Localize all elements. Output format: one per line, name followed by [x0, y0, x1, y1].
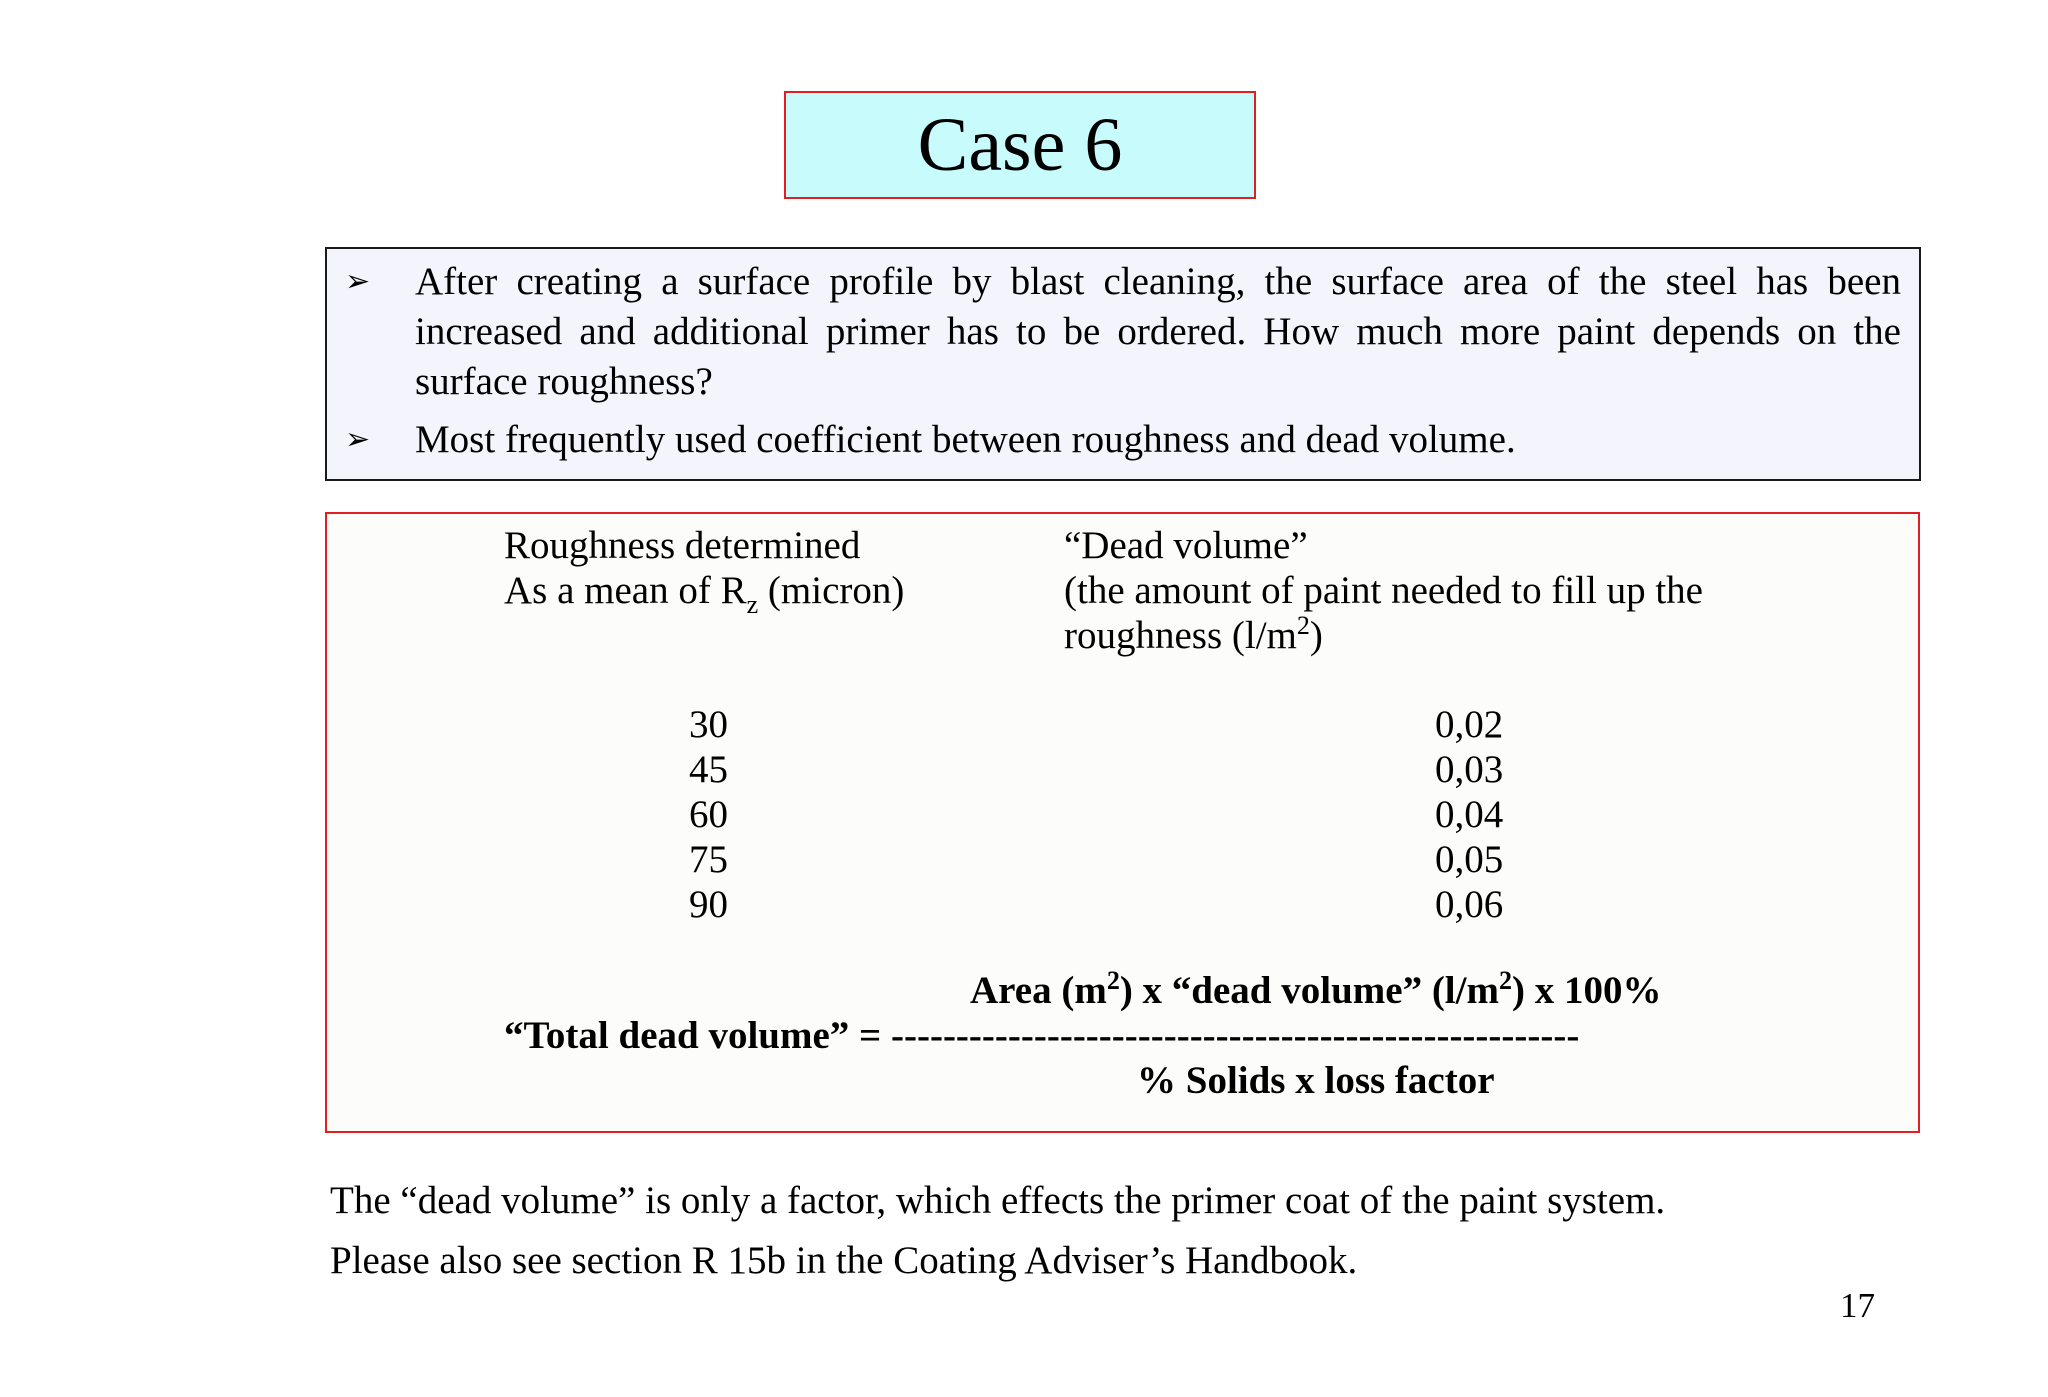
title-box — [784, 91, 1256, 199]
unit-superscript: 2 — [1296, 611, 1310, 640]
roughness-column-header — [504, 523, 1004, 619]
dead-volume-column-header — [1064, 523, 1824, 658]
formula-numerator-part1: Area (m — [970, 969, 1107, 1012]
dead-volume-header-suffix: ) — [1309, 614, 1323, 657]
slide-title: Case 6 — [917, 103, 1123, 187]
formula-numerator-part3: ) x 100% — [1511, 969, 1662, 1012]
formula-sup2: 2 — [1498, 966, 1512, 995]
roughness-value: 45 — [689, 748, 728, 791]
formula-numerator — [970, 968, 1661, 1013]
bullet-item — [345, 415, 1901, 465]
roughness-value: 60 — [689, 793, 728, 836]
roughness-value: 30 — [689, 703, 728, 746]
roughness-values-list — [689, 702, 728, 927]
roughness-value: 90 — [689, 883, 728, 926]
formula-denominator: % Solids x loss factor — [1137, 1059, 1495, 1102]
dead-volume-value: 0,02 — [1435, 703, 1504, 746]
formula-numerator-part2: ) x “dead volume” (l/m — [1119, 969, 1499, 1012]
arrow-bullet-icon: ➢ — [345, 264, 371, 299]
arrow-bullet-icon: ➢ — [345, 422, 371, 457]
dead-volume-value: 0,06 — [1435, 883, 1504, 926]
dead-volume-header-line1: “Dead volume” — [1064, 524, 1308, 567]
dead-volume-values-list — [1435, 702, 1503, 927]
roughness-value: 75 — [689, 838, 728, 881]
formula-lhs: “Total dead volume” = ----------------------------------------------------- — [504, 1014, 1580, 1057]
dead-volume-header-line3 — [1064, 613, 1824, 658]
dead-volume-header-prefix: roughness (l/m — [1064, 614, 1297, 657]
roughness-header-line2 — [504, 568, 1004, 619]
footnote-line: The “dead volume” is only a factor, which effects the primer coat of the paint system. — [330, 1179, 1666, 1222]
dead-volume-value: 0,04 — [1435, 793, 1504, 836]
roughness-header-line1: Roughness determined — [504, 524, 861, 567]
bullet-text: After creating a surface profile by blast cleaning, the surface area of the steel has been increased and additional primer has to be ordered. How much more paint depends on the surface roughness? — [415, 260, 1901, 403]
intro-box — [325, 247, 1921, 481]
roughness-header-prefix: As a mean of R — [504, 569, 747, 612]
dead-volume-header-line2: (the amount of paint needed to fill up the — [1064, 569, 1703, 612]
roughness-table-box — [325, 512, 1920, 1133]
dead-volume-value: 0,05 — [1435, 838, 1504, 881]
footnote-line: Please also see section R 15b in the Coating Adviser’s Handbook. — [330, 1239, 1358, 1282]
dead-volume-value: 0,03 — [1435, 748, 1504, 791]
formula-sup1: 2 — [1106, 966, 1120, 995]
bullet-item — [345, 257, 1901, 407]
bullet-text: Most frequently used coefficient between roughness and dead volume. — [415, 418, 1516, 461]
rz-subscript: z — [746, 590, 759, 619]
page-number: 17 — [1840, 1286, 1875, 1325]
roughness-header-suffix: (micron) — [758, 569, 905, 612]
